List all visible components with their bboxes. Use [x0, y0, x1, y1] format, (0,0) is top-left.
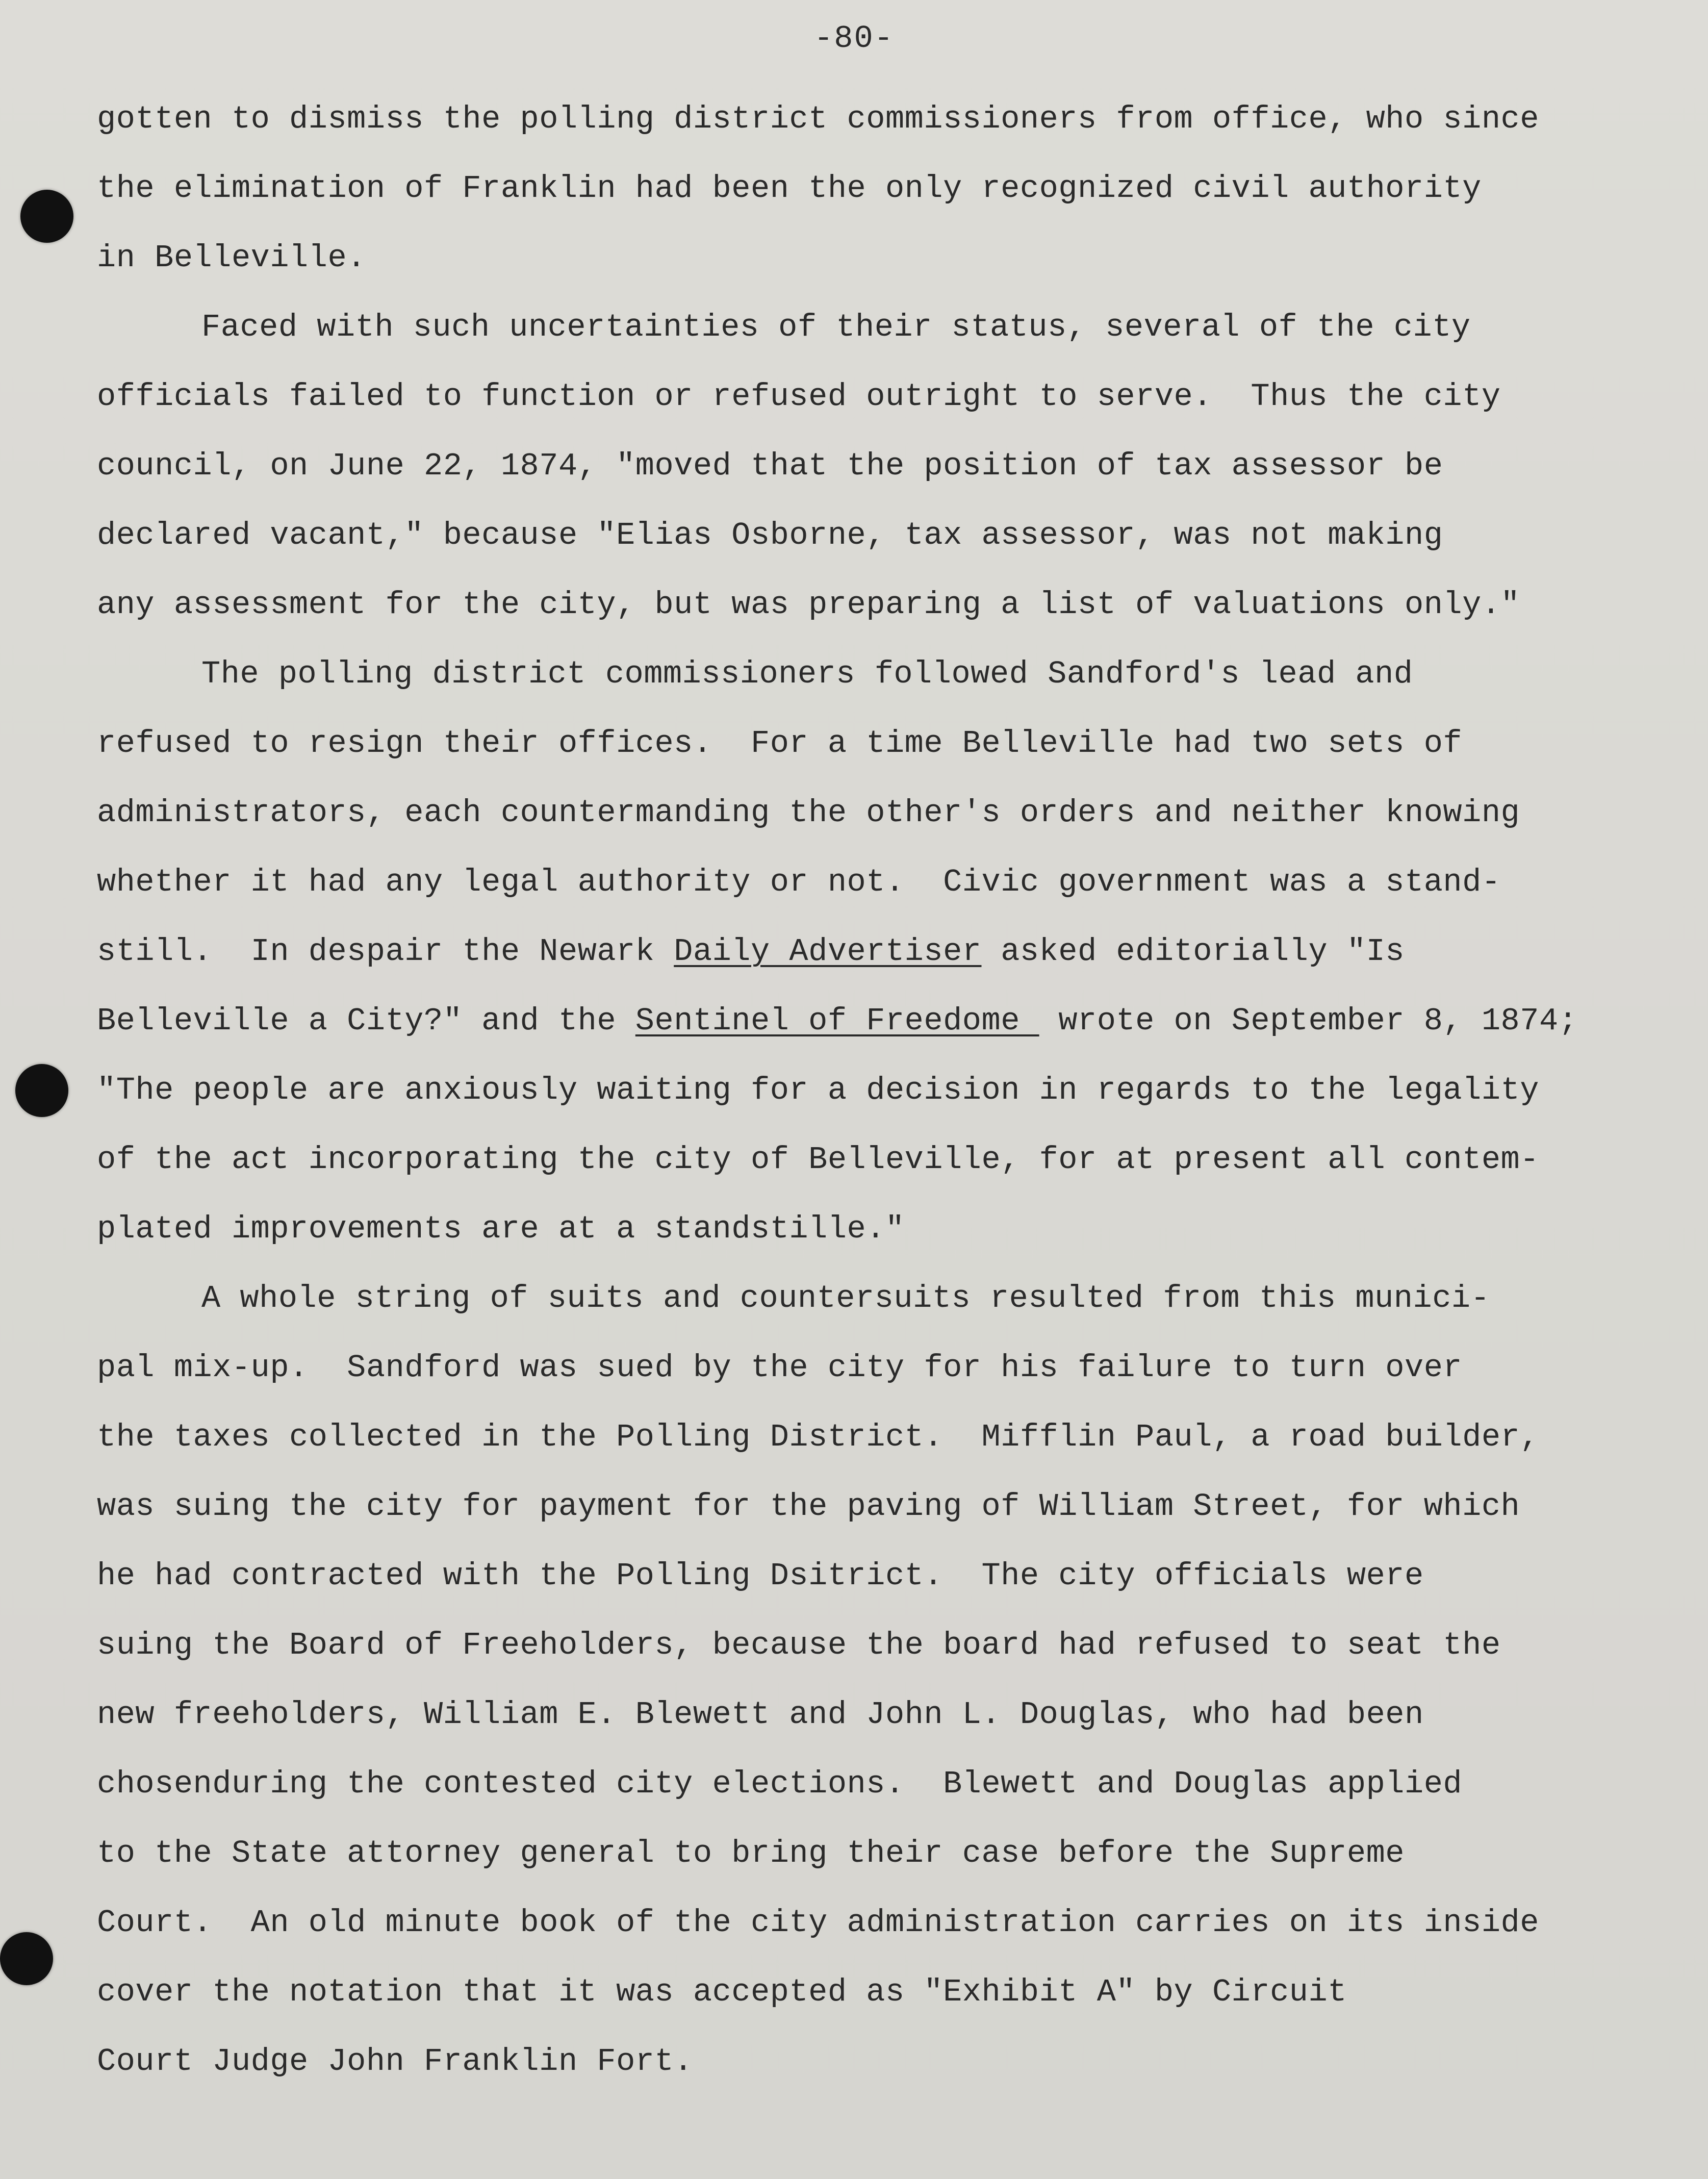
- text-line: the elimination of Franklin had been the only recognized civil authority: [97, 170, 1482, 207]
- text-line: The polling district commissioners followed Sandford's lead and: [201, 656, 1413, 692]
- text-line: declared vacant," because "Elias Osborne, tax assessor, was not making: [97, 517, 1443, 553]
- page-number: -80-: [814, 20, 894, 57]
- text-line: refused to resign their offices. For a time Belleville had two sets of: [97, 725, 1463, 762]
- text-line: administrators, each countermanding the other's orders and neither knowing: [97, 795, 1520, 831]
- text-line: [97, 986, 1678, 1056]
- text-line: council, on June 22, 1874, "moved that the position of tax assessor be: [97, 448, 1443, 484]
- text-line: any assessment for the city, but was preparing a list of valuations only.": [97, 587, 1520, 623]
- text-segment: asked editorially "Is: [981, 933, 1405, 970]
- text-line: suing the Board of Freeholders, because the board had refused to seat the: [97, 1627, 1501, 1663]
- punch-hole-middle: [15, 1064, 68, 1117]
- text-line: [97, 917, 1678, 986]
- underlined-title: Sentinel of Freedome: [635, 1003, 1039, 1039]
- text-line: in Belleville.: [97, 240, 366, 276]
- text-segment: Belleville a City?" and the: [97, 1003, 635, 1039]
- text-line: to the State attorney general to bring their case before the Supreme: [97, 1835, 1405, 1871]
- text-line: the taxes collected in the Polling District. Mifflin Paul, a road builder,: [97, 1419, 1539, 1455]
- punch-hole-top: [20, 190, 73, 243]
- underlined-title: Daily Advertiser: [674, 933, 982, 970]
- text-line: cover the notation that it was accepted as "Exhibit A" by Circuit: [97, 1974, 1347, 2010]
- text-line: A whole string of suits and countersuits resulted from this munici-: [201, 1280, 1490, 1316]
- text-line: chosenduring the contested city elections. Blewett and Douglas applied: [97, 1766, 1463, 1802]
- text-line: "The people are anxiously waiting for a decision in regards to the legality: [97, 1072, 1539, 1108]
- text-line: Court Judge John Franklin Fort.: [97, 2043, 693, 2080]
- text-line: he had contracted with the Polling Dsitrict. The city officials were: [97, 1558, 1424, 1594]
- text-segment: wrote on September 8, 1874;: [1039, 1003, 1578, 1039]
- text-segment: still. In despair the Newark: [97, 933, 674, 970]
- text-line: officials failed to function or refused outright to serve. Thus the city: [97, 378, 1501, 415]
- text-line: Court. An old minute book of the city administration carries on its inside: [97, 1905, 1539, 1941]
- body-text: [97, 85, 1678, 2096]
- text-line: Faced with such uncertainties of their status, several of the city: [201, 309, 1471, 345]
- text-line: pal mix-up. Sandford was sued by the city for his failure to turn over: [97, 1350, 1463, 1386]
- punch-hole-bottom: [0, 1932, 53, 1985]
- text-line: of the act incorporating the city of Belleville, for at present all contem-: [97, 1142, 1539, 1178]
- text-line: plated improvements are at a standstille.": [97, 1211, 905, 1247]
- text-line: whether it had any legal authority or not. Civic government was a stand-: [97, 864, 1501, 900]
- text-line: new freeholders, William E. Blewett and John L. Douglas, who had been: [97, 1696, 1424, 1733]
- text-line: gotten to dismiss the polling district commissioners from office, who since: [97, 101, 1539, 137]
- text-line: was suing the city for payment for the paving of William Street, for which: [97, 1488, 1520, 1525]
